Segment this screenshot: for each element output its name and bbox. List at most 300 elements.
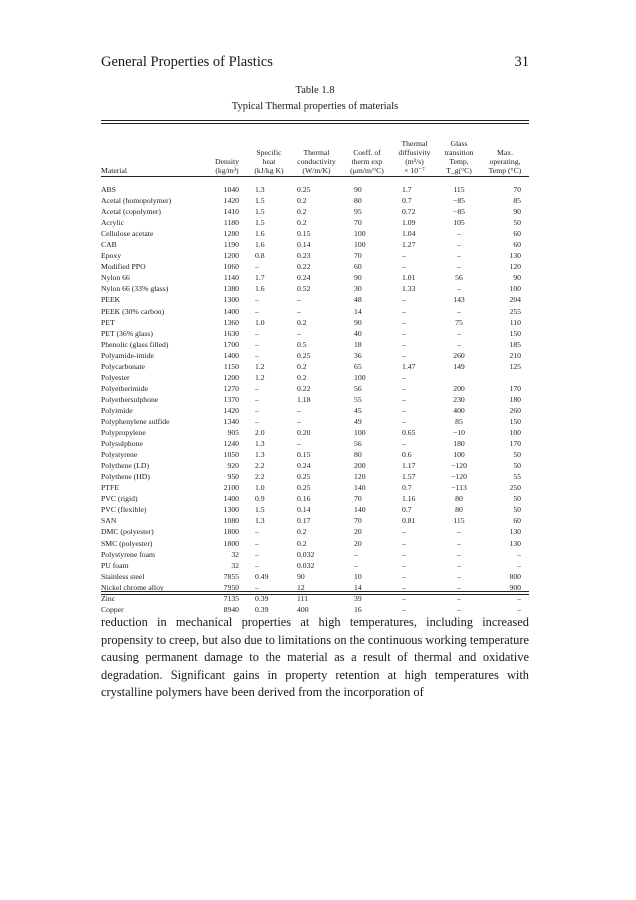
cell-thermal-expansion: 140: [354, 505, 366, 515]
cell-material: Acrylic: [101, 218, 125, 228]
column-header-density: [207, 124, 247, 178]
cell-max-operating-temp: 90: [513, 273, 521, 283]
table-row: [101, 317, 529, 328]
cell-thermal-conductivity: 0.16: [297, 494, 311, 504]
cell-thermal-expansion: 20: [354, 538, 362, 548]
cell-thermal-expansion: 20: [354, 527, 362, 537]
cell-max-operating-temp: 70: [513, 185, 521, 195]
cell-max-operating-temp: –: [517, 560, 521, 570]
cell-material: Epoxy: [101, 251, 122, 261]
table-row: [101, 593, 529, 604]
cell-thermal-expansion: 14: [354, 582, 362, 592]
cell-thermal-diffusivity: 0.7: [402, 483, 412, 493]
cell-thermal-diffusivity: 0.72: [402, 207, 416, 217]
cell-thermal-expansion: 90: [354, 273, 362, 283]
column-header-line: Density: [215, 157, 239, 166]
column-header-line: Glass: [450, 139, 468, 148]
table-row: [101, 405, 529, 416]
cell-material: PET: [101, 317, 115, 327]
cell-max-operating-temp: –: [517, 549, 521, 559]
cell-glass-transition: –: [457, 604, 461, 614]
cell-glass-transition: 260: [453, 350, 465, 360]
cell-thermal-conductivity: 111: [297, 593, 308, 603]
cell-glass-transition: 80: [455, 505, 463, 515]
cell-glass-transition: 115: [453, 185, 465, 195]
table-row: [101, 394, 529, 405]
cell-density: 1080: [223, 516, 239, 526]
cell-density: 1420: [223, 405, 239, 415]
cell-specific-heat: 0.8: [255, 251, 265, 261]
cell-density: 8940: [223, 604, 239, 614]
column-header-material: [101, 124, 207, 178]
cell-thermal-conductivity: 0.2: [297, 196, 307, 206]
cell-max-operating-temp: –: [517, 604, 521, 614]
cell-thermal-conductivity: –: [297, 328, 301, 338]
cell-specific-heat: –: [255, 405, 259, 415]
cell-density: 1300: [223, 295, 239, 305]
cell-max-operating-temp: 204: [509, 295, 521, 305]
cell-thermal-diffusivity: –: [402, 582, 406, 592]
column-header-line: operating,: [489, 157, 521, 166]
table-row: [101, 538, 529, 549]
cell-density: 1190: [223, 240, 239, 250]
cell-thermal-conductivity: 0.25: [297, 350, 311, 360]
cell-thermal-diffusivity: –: [402, 295, 406, 305]
table-row: [101, 515, 529, 526]
cell-thermal-diffusivity: –: [402, 251, 406, 261]
cell-material: PVC (flexible): [101, 505, 147, 515]
cell-thermal-expansion: 14: [354, 306, 362, 316]
cell-thermal-conductivity: 1.18: [297, 394, 311, 404]
cell-glass-transition: –: [457, 527, 461, 537]
cell-thermal-conductivity: 0.25: [297, 483, 311, 493]
cell-thermal-expansion: 10: [354, 571, 362, 581]
cell-max-operating-temp: 60: [513, 229, 521, 239]
table-title: Typical Thermal properties of materials: [231, 101, 399, 112]
table-row: [101, 328, 529, 339]
cell-specific-heat: 1.6: [255, 284, 265, 294]
cell-thermal-conductivity: 90: [297, 571, 305, 581]
cell-glass-transition: –: [457, 306, 461, 316]
table-row: [101, 250, 529, 261]
cell-thermal-diffusivity: 0.65: [402, 428, 416, 438]
cell-max-operating-temp: 900: [509, 582, 521, 592]
cell-density: 1410: [223, 207, 239, 217]
cell-density: 1200: [223, 372, 239, 382]
cell-thermal-diffusivity: 0.81: [402, 516, 416, 526]
table-row: [101, 460, 529, 471]
cell-thermal-expansion: 65: [354, 361, 362, 371]
cell-thermal-conductivity: –: [297, 417, 301, 426]
cell-density: 1180: [223, 218, 239, 228]
cell-material: Polythene (LD): [101, 461, 150, 471]
cell-thermal-conductivity: 0.2: [297, 527, 307, 537]
cell-thermal-expansion: 140: [354, 483, 366, 493]
cell-specific-heat: 1.5: [255, 207, 265, 217]
cell-max-operating-temp: 800: [509, 571, 521, 581]
table-row: [101, 493, 529, 504]
cell-thermal-expansion: 48: [354, 295, 362, 305]
cell-thermal-conductivity: 0.2: [297, 538, 307, 548]
cell-density: 905: [227, 428, 239, 438]
cell-density: 1280: [223, 229, 239, 239]
cell-max-operating-temp: 170: [509, 383, 521, 393]
cell-specific-heat: 1.2: [255, 361, 265, 371]
table-row: [101, 272, 529, 283]
cell-glass-transition: –: [457, 328, 461, 338]
cell-thermal-conductivity: 0.22: [297, 383, 311, 393]
cell-thermal-conductivity: 0.20: [297, 428, 311, 438]
cell-material: Acetal (homopolymer): [101, 196, 172, 206]
cell-glass-transition: –: [457, 284, 461, 294]
cell-thermal-expansion: 40: [354, 328, 362, 338]
cell-max-operating-temp: 125: [509, 361, 521, 371]
cell-density: 920: [227, 461, 239, 471]
cell-thermal-expansion: 60: [354, 262, 362, 272]
table-row: [101, 416, 529, 427]
cell-max-operating-temp: 50: [513, 450, 521, 460]
table-row: [101, 361, 529, 372]
cell-specific-heat: 1.2: [255, 372, 265, 382]
cell-density: 1370: [223, 394, 239, 404]
cell-thermal-conductivity: 0.2: [297, 317, 307, 327]
cell-thermal-diffusivity: –: [402, 571, 406, 581]
cell-thermal-expansion: 70: [354, 218, 362, 228]
cell-specific-heat: 1.6: [255, 229, 265, 239]
cell-specific-heat: 0.39: [255, 593, 269, 603]
cell-glass-transition: 56: [455, 273, 463, 283]
cell-glass-transition: 180: [453, 439, 465, 449]
cell-thermal-expansion: 90: [354, 185, 362, 195]
cell-glass-transition: –: [457, 571, 461, 581]
cell-max-operating-temp: 150: [509, 328, 521, 338]
cell-thermal-expansion: 70: [354, 516, 362, 526]
cell-glass-transition: −120: [451, 461, 467, 471]
cell-material: PEEK: [101, 295, 121, 305]
table-row: [101, 482, 529, 493]
table-row: [101, 427, 529, 438]
cell-specific-heat: 1.0: [255, 317, 265, 327]
cell-density: 1200: [223, 251, 239, 261]
cell-thermal-diffusivity: 1.04: [402, 229, 416, 239]
cell-material: SAN: [101, 516, 117, 526]
cell-glass-transition: –: [457, 240, 461, 250]
cell-specific-heat: 1.3: [255, 516, 265, 526]
cell-max-operating-temp: 180: [509, 394, 521, 404]
cell-max-operating-temp: 120: [509, 262, 521, 272]
column-header-line: therm exp: [351, 157, 383, 166]
cell-thermal-expansion: 100: [354, 428, 366, 438]
cell-material: Modified PPO: [101, 262, 146, 272]
table-row: [101, 178, 529, 195]
cell-thermal-diffusivity: –: [402, 306, 406, 316]
cell-glass-transition: 200: [453, 383, 465, 393]
cell-specific-heat: –: [255, 350, 259, 360]
cell-density: 1700: [223, 339, 239, 349]
cell-material: DMC (polyester): [101, 527, 154, 537]
cell-density: 7950: [223, 582, 239, 592]
cell-thermal-diffusivity: –: [402, 262, 406, 272]
cell-specific-heat: 0.39: [255, 604, 269, 614]
cell-thermal-expansion: 30: [354, 284, 362, 294]
cell-specific-heat: 1.3: [255, 450, 265, 460]
cell-glass-transition: –: [457, 538, 461, 548]
column-header-specific-heat: [247, 124, 291, 178]
cell-material: PEEK (30% carbon): [101, 306, 165, 316]
table-row: [101, 228, 529, 239]
cell-specific-heat: 1.5: [255, 196, 265, 206]
table-row: [101, 306, 529, 317]
cell-material: Zinc: [101, 593, 116, 603]
cell-density: 1050: [223, 450, 239, 460]
cell-thermal-expansion: –: [354, 549, 358, 559]
cell-glass-transition: 143: [453, 295, 465, 305]
table-row: [101, 383, 529, 394]
thermal-properties-table: [101, 124, 529, 615]
cell-max-operating-temp: 185: [509, 339, 521, 349]
cell-max-operating-temp: –: [517, 593, 521, 603]
cell-max-operating-temp: 130: [509, 251, 521, 261]
cell-thermal-conductivity: –: [297, 306, 301, 316]
cell-thermal-diffusivity: –: [402, 339, 406, 349]
cell-glass-transition: 115: [453, 516, 465, 526]
cell-material: PVC (rigid): [101, 494, 138, 504]
column-header-line: (m²/s): [405, 157, 424, 166]
cell-material: Polystyrene: [101, 450, 138, 460]
cell-max-operating-temp: 85: [513, 196, 521, 206]
cell-specific-heat: 1.5: [255, 218, 265, 228]
column-header-line: Thermal: [303, 148, 330, 157]
cell-thermal-diffusivity: –: [402, 383, 406, 393]
table-row: [101, 526, 529, 537]
column-header-line: Thermal: [401, 139, 428, 148]
cell-thermal-expansion: 39: [354, 593, 362, 603]
cell-thermal-expansion: 100: [354, 229, 366, 239]
cell-thermal-diffusivity: –: [402, 560, 406, 570]
cell-specific-heat: –: [255, 394, 259, 404]
cell-thermal-conductivity: 0.2: [297, 361, 307, 371]
cell-density: 1270: [223, 383, 239, 393]
cell-thermal-diffusivity: 0.6: [402, 450, 412, 460]
cell-material: Polythene (HD): [101, 472, 150, 482]
cell-thermal-conductivity: 0.032: [297, 549, 315, 559]
cell-material: Copper: [101, 604, 124, 614]
cell-glass-transition: –: [457, 262, 461, 272]
cell-density: 1800: [223, 527, 239, 537]
column-header-glass-transition: [437, 124, 481, 178]
cell-glass-transition: 100: [453, 450, 465, 460]
cell-material: ABS: [101, 185, 116, 195]
cell-max-operating-temp: 170: [509, 439, 521, 449]
cell-specific-heat: –: [255, 383, 259, 393]
cell-density: 950: [227, 472, 239, 482]
cell-max-operating-temp: 60: [513, 516, 521, 526]
cell-density: 1400: [223, 306, 239, 316]
cell-material: SMC (polyester): [101, 538, 153, 548]
cell-thermal-diffusivity: –: [402, 439, 406, 449]
cell-density: 1040: [223, 185, 239, 195]
table-row: [101, 283, 529, 294]
column-header-line: (kJ/kg K): [254, 166, 284, 175]
cell-specific-heat: 1.6: [255, 240, 265, 250]
table-row: [101, 206, 529, 217]
cell-specific-heat: –: [255, 417, 259, 426]
column-header-line: heat: [262, 157, 276, 166]
column-header-line: (kg/m³): [215, 166, 239, 175]
cell-thermal-conductivity: 0.14: [297, 505, 311, 515]
column-header-line: transition: [444, 148, 474, 157]
cell-density: 1340: [223, 417, 239, 426]
cell-thermal-diffusivity: 1.7: [402, 185, 412, 195]
cell-material: Polypropylene: [101, 428, 146, 438]
cell-specific-heat: –: [255, 306, 259, 316]
cell-thermal-diffusivity: –: [402, 328, 406, 338]
cell-thermal-conductivity: 0.15: [297, 229, 311, 239]
cell-density: 1630: [223, 328, 239, 338]
cell-specific-heat: –: [255, 262, 259, 272]
cell-thermal-diffusivity: 0.7: [402, 505, 412, 515]
cell-density: 1400: [223, 494, 239, 504]
column-header-thermal-expansion: [342, 124, 392, 178]
cell-thermal-expansion: –: [354, 560, 358, 570]
cell-thermal-conductivity: –: [297, 439, 301, 449]
cell-specific-heat: –: [255, 527, 259, 537]
cell-max-operating-temp: 50: [513, 461, 521, 471]
cell-glass-transition: –: [457, 593, 461, 603]
body-paragraph: reduction in mechanical properties at high temperatures, including increased propensity to creep, but also due to limitations on the continuous working temperature causing permanent damage to the material as a result of thermal and oxidative degradation. Significant gains in property retention at high temperatures with crystalline polymers have been derived from the incorporation of: [101, 615, 529, 700]
cell-thermal-expansion: 18: [354, 339, 362, 349]
cell-specific-heat: –: [255, 339, 259, 349]
page-header: [101, 54, 529, 74]
cell-material: Nylon 66: [101, 273, 130, 283]
column-header-line: Material: [101, 166, 128, 175]
cell-max-operating-temp: 50: [513, 505, 521, 515]
cell-thermal-diffusivity: 1.27: [402, 240, 416, 250]
cell-thermal-conductivity: 0.23: [297, 251, 311, 261]
cell-thermal-diffusivity: 0.7: [402, 196, 412, 206]
cell-thermal-conductivity: –: [297, 405, 301, 415]
column-header-max-operating-temp: [481, 124, 529, 178]
cell-material: Polyester: [101, 372, 130, 382]
cell-thermal-conductivity: 0.14: [297, 240, 311, 250]
cell-thermal-expansion: 16: [354, 604, 362, 614]
cell-specific-heat: 2.2: [255, 461, 265, 471]
column-header-thermal-diffusivity: [392, 124, 437, 178]
cell-material: Stainless steel: [101, 571, 145, 581]
cell-material: Polyetherimide: [101, 383, 148, 393]
cell-material: Cellulose acetate: [101, 229, 154, 239]
cell-thermal-diffusivity: –: [402, 417, 406, 426]
table-row: [101, 217, 529, 228]
cell-glass-transition: −120: [451, 472, 467, 482]
cell-thermal-conductivity: 0.032: [297, 560, 315, 570]
table-row: [101, 471, 529, 482]
cell-glass-transition: 400: [453, 405, 465, 415]
cell-max-operating-temp: 250: [509, 483, 521, 493]
cell-specific-heat: 1.3: [255, 439, 265, 449]
table-body: [101, 178, 529, 615]
table-row: [101, 504, 529, 515]
cell-material: PU foam: [101, 560, 129, 570]
cell-thermal-expansion: 36: [354, 350, 362, 360]
table-header-row: [101, 124, 529, 178]
cell-glass-transition: 85: [455, 417, 463, 426]
cell-glass-transition: 75: [455, 317, 463, 327]
cell-specific-heat: –: [255, 295, 259, 305]
cell-thermal-expansion: 49: [354, 417, 362, 426]
cell-thermal-conductivity: 0.2: [297, 372, 307, 382]
cell-thermal-conductivity: 0.22: [297, 262, 311, 272]
table-row: [101, 261, 529, 272]
cell-glass-transition: –: [457, 251, 461, 261]
cell-material: Polyimide: [101, 405, 133, 415]
cell-thermal-diffusivity: –: [402, 538, 406, 548]
cell-max-operating-temp: 90: [513, 207, 521, 217]
cell-density: 1060: [223, 262, 239, 272]
cell-material: PET (36% glass): [101, 328, 153, 338]
table-row: [101, 571, 529, 582]
table-row: [101, 339, 529, 350]
cell-material: PTFE: [101, 483, 119, 493]
cell-glass-transition: –: [457, 229, 461, 239]
cell-thermal-diffusivity: –: [402, 593, 406, 603]
cell-material: Nickel chrome alloy: [101, 582, 164, 592]
cell-specific-heat: 1.3: [255, 185, 265, 195]
cell-density: 1360: [223, 317, 239, 327]
cell-material: Polyamide-imide: [101, 350, 154, 360]
cell-glass-transition: –: [457, 339, 461, 349]
cell-thermal-diffusivity: –: [402, 604, 406, 614]
column-header-thermal-conductivity: [291, 124, 342, 178]
cell-thermal-conductivity: 0.2: [297, 218, 307, 228]
cell-thermal-diffusivity: –: [402, 372, 406, 382]
cell-thermal-expansion: 90: [354, 317, 362, 327]
cell-thermal-expansion: 100: [354, 240, 366, 250]
cell-thermal-diffusivity: –: [402, 350, 406, 360]
cell-specific-heat: –: [255, 560, 259, 570]
table-label: Table 1.8: [295, 85, 335, 96]
cell-max-operating-temp: 100: [509, 284, 521, 294]
table-row: [101, 560, 529, 571]
cell-thermal-diffusivity: –: [402, 549, 406, 559]
column-header-line: Temp,: [449, 157, 469, 166]
cell-specific-heat: 0.9: [255, 494, 265, 504]
cell-thermal-conductivity: 0.24: [297, 273, 311, 283]
cell-thermal-expansion: 70: [354, 251, 362, 261]
cell-specific-heat: 2.0: [255, 428, 265, 438]
cell-density: 1150: [223, 361, 239, 371]
cell-max-operating-temp: 150: [509, 417, 521, 426]
column-header-line: (W/m/K): [302, 166, 331, 175]
cell-density: 7855: [223, 571, 239, 581]
table-row: [101, 372, 529, 383]
cell-thermal-conductivity: 12: [297, 582, 305, 592]
cell-specific-heat: –: [255, 328, 259, 338]
cell-specific-heat: –: [255, 549, 259, 559]
cell-thermal-conductivity: –: [297, 295, 301, 305]
column-header-line: Specific: [256, 148, 282, 157]
cell-thermal-expansion: 120: [354, 472, 366, 482]
cell-thermal-conductivity: 0.25: [297, 472, 311, 482]
cell-glass-transition: 105: [453, 218, 465, 228]
cell-specific-heat: 1.5: [255, 505, 265, 515]
cell-density: 2100: [223, 483, 239, 493]
cell-density: 1300: [223, 505, 239, 515]
cell-thermal-expansion: 56: [354, 383, 362, 393]
cell-density: 32: [231, 560, 239, 570]
cell-material: Polyphenylene sulfide: [101, 417, 170, 426]
column-header-line: Coeff. of: [353, 148, 381, 157]
